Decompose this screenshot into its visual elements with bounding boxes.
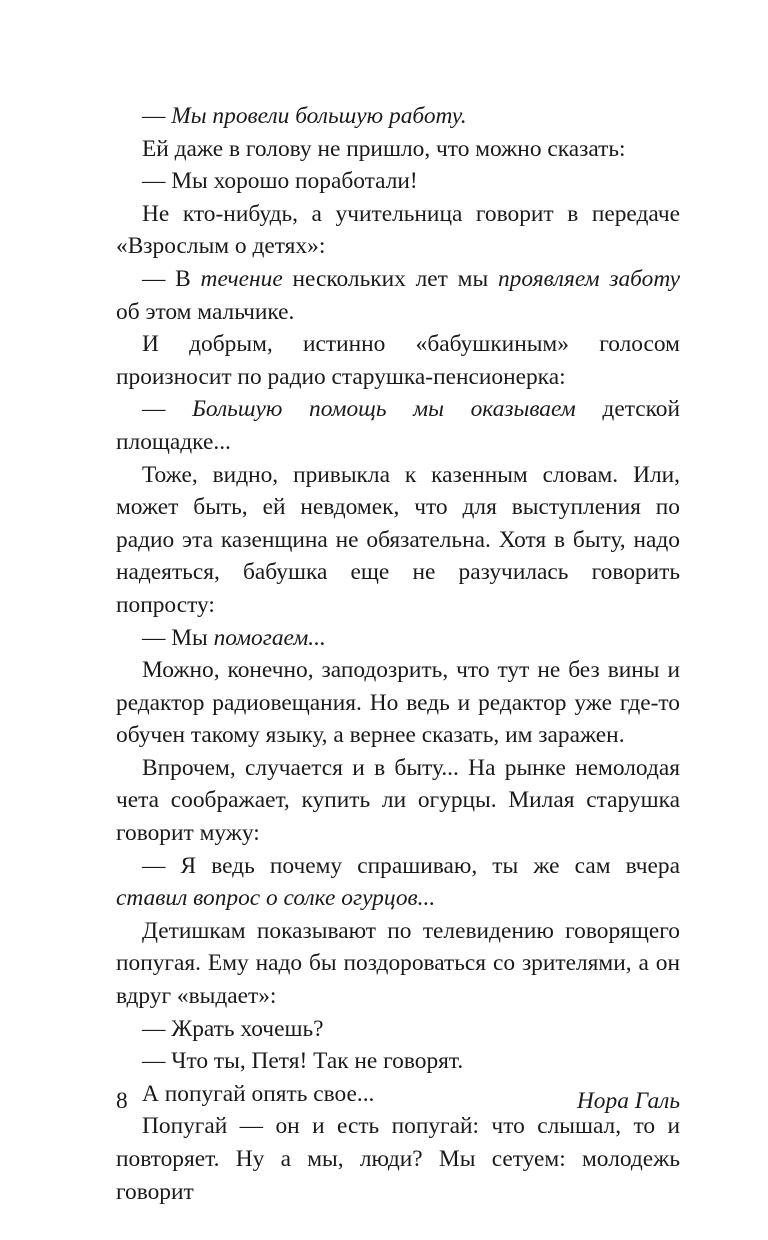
italic-run: Большую помощь мы оказываем	[192, 396, 576, 423]
paragraph	[116, 1110, 680, 1208]
text-run: Не кто-нибудь, а учительница говорит в передаче «Взрослым о детях»:	[116, 200, 680, 260]
paragraph	[116, 198, 680, 263]
text-run: — Мы хорошо поработали!	[142, 168, 418, 195]
text-run: — В	[142, 265, 201, 292]
paragraph	[116, 1013, 680, 1046]
paragraph	[116, 393, 680, 458]
italic-run: ставил вопрос о солке огурцов...	[116, 885, 436, 912]
paragraph	[116, 915, 680, 1013]
paragraph	[116, 654, 680, 752]
text-run: об этом мальчике.	[116, 298, 295, 325]
paragraph	[116, 100, 680, 133]
paragraph	[116, 622, 680, 655]
text-run: Ей даже в голову не пришло, что можно сказать:	[142, 135, 626, 162]
paragraph	[116, 850, 680, 915]
text-run: Детишкам показывают по телевидению говорящего попугая. Ему надо бы поздороваться со зрителями, а он вдруг «выдает»:	[116, 917, 680, 1010]
paragraph	[116, 752, 680, 850]
text-run: детской площадке...	[116, 396, 680, 455]
text-run: А попугай опять свое...	[142, 1080, 375, 1107]
text-run: нескольких лет мы	[282, 265, 498, 292]
text-run: Впрочем, случается и в быту... На рынке немолодая чета соображает, купить ли огурцы. Милая старушка говорит мужу:	[116, 754, 680, 847]
body-text	[116, 100, 680, 1208]
running-head-author: Нора Галь	[576, 1088, 680, 1114]
paragraph	[116, 133, 680, 166]
paragraph	[116, 165, 680, 198]
text-run: — Я ведь почему спрашиваю, ты же сам вчера	[142, 852, 680, 879]
italic-run: Мы провели большую работу.	[171, 103, 467, 129]
text-run: — Что ты, Петя! Так не говорят.	[142, 1048, 464, 1075]
paragraph	[116, 263, 680, 328]
text-run: — Мы	[142, 624, 214, 651]
paragraph	[116, 1045, 680, 1078]
text-run: Можно, конечно, заподозрить, что тут не без вины и редактор радиовещания. Но ведь и редактор уже где-то обучен такому языку, а вернее сказать, им заражен.	[116, 657, 680, 749]
text-run: —	[142, 103, 172, 129]
italic-run: помогаем...	[213, 624, 326, 651]
text-run: Тоже, видно, привыкла к казенным словам. Или, может быть, ей невдомек, что для выступления по радио эта казенщина не обязательна. Хотя в быту, надо надеяться, бабушка еще не разучилась говорить попросту:	[116, 461, 680, 618]
italic-run: проявляем заботу	[497, 265, 681, 292]
text-run: Попугай — он и есть попугай: что слышал, то и повторяет. Ну а мы, люди? Мы сетуем: молодежь говорит	[116, 1113, 680, 1205]
paragraph	[116, 328, 680, 393]
text-run: — Жрать хочешь?	[142, 1015, 324, 1042]
paragraph	[116, 459, 680, 622]
text-run: И добрым, истинно «бабушкиным» голосом произносит по радио старушка-пенсионерка:	[116, 331, 680, 390]
page-number: 8	[116, 1088, 128, 1114]
text-run: —	[142, 396, 193, 423]
italic-run: течение	[200, 265, 283, 292]
